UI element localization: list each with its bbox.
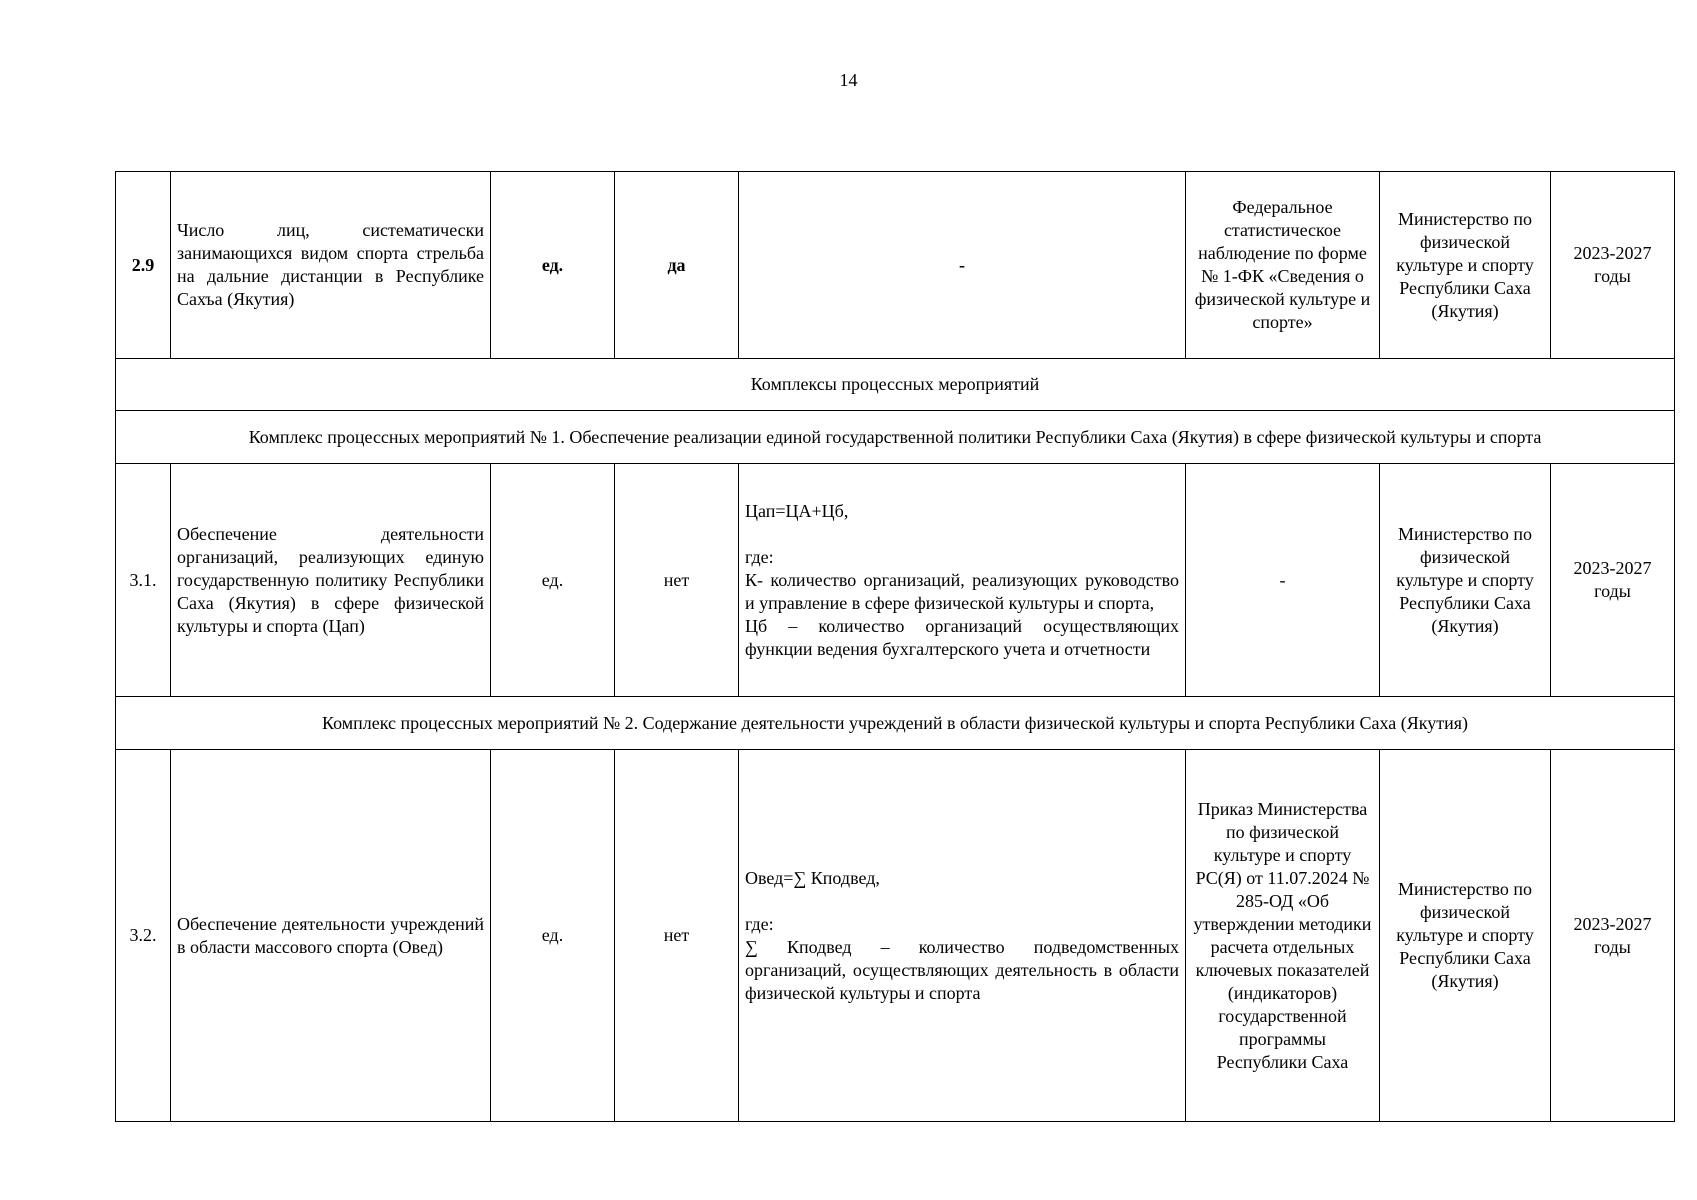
formula-where: где: xyxy=(745,546,774,567)
period-cell: 2023-2027 годы xyxy=(1551,172,1675,359)
source-cell: - xyxy=(1186,464,1380,697)
responsible-cell: Министерство по физической культуре и спорту Республики Саха (Якутия) xyxy=(1380,464,1551,697)
page-number: 14 xyxy=(839,70,858,90)
section-header: Комплексы процессных мероприятий xyxy=(116,359,1675,411)
row-number: 3.1. xyxy=(116,464,171,697)
formula-where: где: xyxy=(745,913,774,934)
period-cell: 2023-2027 годы xyxy=(1551,750,1675,1122)
formula-definition: Цб – количество организаций осуществляющих функции ведения бухгалтерского учета и отчетности xyxy=(745,615,1179,659)
flag-cell: нет xyxy=(615,750,739,1122)
formula: Овед=∑ Кподвед, xyxy=(745,867,880,888)
method-cell xyxy=(739,750,1186,1122)
method-cell: - xyxy=(739,172,1186,359)
period-cell: 2023-2027 годы xyxy=(1551,464,1675,697)
unit-cell: ед. xyxy=(491,464,615,697)
formula: Цап=ЦА+Цб, xyxy=(745,500,849,521)
responsible-cell: Министерство по физической культуре и спорту Республики Саха (Якутия) xyxy=(1380,750,1551,1122)
indicator-name: Обеспечение деятельности учреждений в области массового спорта (Овед) xyxy=(171,750,491,1122)
responsible-cell: Министерство по физической культуре и спорту Республики Саха (Якутия) xyxy=(1380,172,1551,359)
indicator-name: Обеспечение деятельности организаций, реализующих единую государственную политику Республики Саха (Якутия) в сфере физической культуры и спорта (Цап) xyxy=(171,464,491,697)
flag-cell: нет xyxy=(615,464,739,697)
table-row xyxy=(116,750,1675,1122)
complex-2-header: Комплекс процессных мероприятий № 2. Содержание деятельности учреждений в области физической культуры и спорта Республики Саха (Якутия) xyxy=(116,697,1675,750)
indicator-name: Число лиц, систематически занимающихся видом спорта стрельба на дальние дистанции в Республике Сахъа (Якутия) xyxy=(171,172,491,359)
complex-header-row xyxy=(116,411,1675,464)
section-header-row xyxy=(116,359,1675,411)
formula-definition: ∑ Кподвед – количество подведомственных организаций, осуществляющих деятельность в области физической культуры и спорта xyxy=(745,936,1179,1003)
complex-header-row xyxy=(116,697,1675,750)
row-number: 2.9 xyxy=(116,172,171,359)
source-cell: Приказ Министерства по физической культуре и спорту РС(Я) от 11.07.2024 № 285-ОД «Об утверждении методики расчета отдельных ключевых показателей (индикаторов) государственной программы Республики Саха xyxy=(1186,750,1380,1122)
formula-definition: К- количество организаций, реализующих руководство и управление в сфере физической культуры и спорта, xyxy=(745,569,1179,613)
row-number: 3.2. xyxy=(116,750,171,1122)
complex-1-header: Комплекс процессных мероприятий № 1. Обеспечение реализации единой государственной политики Республики Саха (Якутия) в сфере физической культуры и спорта xyxy=(116,411,1675,464)
unit-cell: ед. xyxy=(491,172,615,359)
indicators-table xyxy=(115,171,1675,1122)
unit-cell: ед. xyxy=(491,750,615,1122)
flag-cell: да xyxy=(615,172,739,359)
table-row xyxy=(116,172,1675,359)
table-row xyxy=(116,464,1675,697)
source-cell: Федеральное статистическое наблюдение по форме № 1-ФК «Сведения о физической культуре и спорте» xyxy=(1186,172,1380,359)
method-cell xyxy=(739,464,1186,697)
